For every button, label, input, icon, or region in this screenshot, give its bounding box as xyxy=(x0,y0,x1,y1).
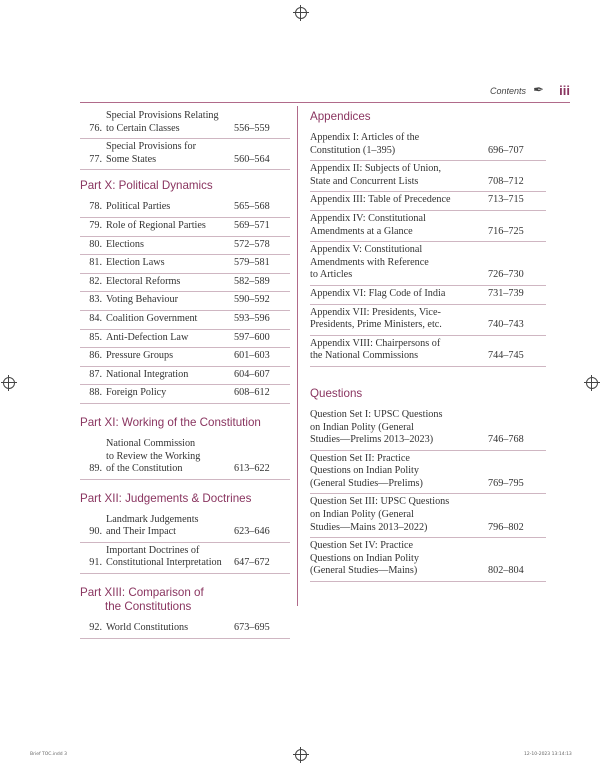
page-range: 579–581 xyxy=(234,257,270,269)
chapter-title-line: Landmark Judgements xyxy=(106,513,199,525)
page-range: 582–589 xyxy=(234,275,270,287)
chapter-title xyxy=(106,110,234,135)
entry-title-line: Questions on Indian Polity xyxy=(310,465,419,477)
chapter-title xyxy=(106,201,234,214)
chapter-title xyxy=(106,387,234,400)
column-divider xyxy=(297,106,298,606)
chapter-number: 86. xyxy=(89,350,102,362)
entry-title-line: Appendix I: Articles of the xyxy=(310,132,420,143)
appendices-list xyxy=(310,130,546,367)
chapter-title-line: Special Provisions Relating xyxy=(106,110,219,121)
part-heading-line: the Constitutions xyxy=(105,600,192,614)
toc-entry xyxy=(80,385,290,404)
chapter-title-line: National Integration xyxy=(106,368,189,380)
chapter-title-line: of the Constitution xyxy=(106,463,183,475)
chapter-title xyxy=(106,545,234,570)
chapter-title-line: National Commission xyxy=(106,437,196,449)
chapter-title-line: Constitutional Interpretation xyxy=(106,557,222,569)
entry-title xyxy=(310,163,488,188)
toc-entry xyxy=(80,512,290,543)
toc-entry xyxy=(80,218,290,237)
chapter-title-line: Anti-Defection Law xyxy=(106,331,189,343)
toc-entry xyxy=(80,620,290,639)
page-range: 696–707 xyxy=(488,144,524,156)
entry-title-line: Appendix VI: Flag Code of India xyxy=(310,287,446,299)
entry-title-line: Questions on Indian Polity xyxy=(310,552,419,564)
part-heading-line: Part XIII: Comparison of xyxy=(80,586,204,600)
entry-title xyxy=(310,540,488,578)
page-range: 744–745 xyxy=(488,350,524,362)
page-range: 713–715 xyxy=(488,194,524,206)
toc-entry xyxy=(80,292,290,311)
entry-title-line: Question Set III: UPSC Questions xyxy=(310,496,450,508)
chapter-number: 91. xyxy=(89,557,102,569)
entry-title-line: State and Concurrent Lists xyxy=(310,175,419,187)
chapter-title xyxy=(106,276,234,289)
page-range: 590–592 xyxy=(234,294,270,306)
chapter-title-line: Electoral Reforms xyxy=(106,275,181,287)
toc-entry xyxy=(80,274,290,293)
toc-entry xyxy=(80,543,290,574)
entry-title-line: Amendments at a Glance xyxy=(310,225,413,237)
entry-title-line: Appendix IV: Constitutional xyxy=(310,212,426,224)
quill-pen-icon: ✒ xyxy=(533,82,544,97)
page-range: 601–603 xyxy=(234,350,270,362)
entry-title-line: Question Set II: Practice xyxy=(310,452,410,464)
page-range: 604–607 xyxy=(234,368,270,380)
footer-timestamp: 12-10-2023 13:14:13 xyxy=(524,752,572,757)
entry-title xyxy=(310,213,488,238)
toc-entry xyxy=(80,330,290,349)
page-header xyxy=(0,82,600,102)
toc-entry xyxy=(310,192,546,211)
chapter-title-line: Coalition Government xyxy=(106,312,198,324)
page-range: 740–743 xyxy=(488,319,524,331)
chapter-title-line: Foreign Policy xyxy=(106,387,167,399)
chapter-title-line: Role of Regional Parties xyxy=(106,219,206,231)
entry-title xyxy=(310,194,488,207)
page-range: 565–568 xyxy=(234,201,270,213)
page-range: 623–646 xyxy=(234,526,270,538)
chapter-title-line: Election Laws xyxy=(106,257,165,269)
toc-entry xyxy=(310,161,546,192)
chapter-number: 82. xyxy=(89,275,102,287)
section-heading: Questions xyxy=(310,386,363,400)
part-xiii-list xyxy=(80,620,290,639)
toc-entry xyxy=(310,407,546,451)
chapter-number: 78. xyxy=(89,201,102,213)
chapter-number: 81. xyxy=(89,257,102,269)
chapter-title xyxy=(106,257,234,270)
chapter-title xyxy=(106,220,234,233)
chapter-title-line: to Review the Working xyxy=(106,450,201,462)
page-range: 673–695 xyxy=(234,622,270,634)
entry-title-line: Studies—Prelims 2013–2023) xyxy=(310,434,434,446)
entry-title-line: Appendix III: Table of Precedence xyxy=(310,194,451,206)
chapter-title xyxy=(106,350,234,363)
chapter-title-line: Important Doctrines of xyxy=(106,544,200,556)
page-range: 556–559 xyxy=(234,122,270,134)
page-range: 726–730 xyxy=(488,269,524,281)
page-range: 597–600 xyxy=(234,331,270,343)
entry-title-line: Constitution (1–395) xyxy=(310,144,396,156)
chapter-title-line: Some States xyxy=(106,153,157,165)
chapter-number: 76. xyxy=(89,122,102,134)
page-number: iii xyxy=(559,83,570,98)
toc-entry xyxy=(80,255,290,274)
page-range: 731–739 xyxy=(488,287,524,299)
entry-title-line: (General Studies—Prelims) xyxy=(310,477,423,489)
chapter-title xyxy=(106,369,234,382)
chapter-number: 90. xyxy=(89,526,102,538)
page-range: 802–804 xyxy=(488,565,524,577)
running-head: Contents xyxy=(489,86,526,96)
toc-entry xyxy=(310,336,546,367)
page-range: 569–571 xyxy=(234,219,270,231)
chapter-title xyxy=(106,514,234,539)
chapter-title-line: and Their Impact xyxy=(106,526,176,538)
entry-title xyxy=(310,338,488,363)
part-heading: Part XII: Judgements & Doctrines xyxy=(80,491,252,505)
chapter-number: 80. xyxy=(89,238,102,250)
questions-list xyxy=(310,407,546,582)
part-xii-list xyxy=(80,512,290,574)
entry-title-line: Question Set I: UPSC Questions xyxy=(310,408,443,420)
left-column xyxy=(80,108,290,639)
entry-title-line: Presidents, Prime Ministers, etc. xyxy=(310,319,442,331)
toc-entry xyxy=(80,311,290,330)
page-range: 708–712 xyxy=(488,175,524,187)
toc-entry xyxy=(310,538,546,582)
page-range: 572–578 xyxy=(234,238,270,250)
footer-file: Brief TOC.indd 3 xyxy=(30,752,67,757)
toc-entry xyxy=(310,130,546,161)
entry-title-line: Appendix VIII: Chairpersons of xyxy=(310,337,441,349)
chapter-title-line: Voting Behaviour xyxy=(106,294,178,306)
right-column xyxy=(310,108,546,582)
entry-title xyxy=(310,288,488,301)
entry-title xyxy=(310,307,488,332)
chapter-title xyxy=(106,313,234,326)
registration-mark-right xyxy=(586,377,598,389)
toc-entry xyxy=(80,108,290,139)
page-range: 769–795 xyxy=(488,477,524,489)
page-range: 560–564 xyxy=(234,153,270,165)
chapter-number: 87. xyxy=(89,368,102,380)
chapter-number: 83. xyxy=(89,294,102,306)
entry-title-line: Amendments with Reference xyxy=(310,256,429,268)
page-range: 613–622 xyxy=(234,463,270,475)
chapter-title-line: Political Parties xyxy=(106,201,171,213)
part-heading xyxy=(80,586,290,614)
page-range: 746–768 xyxy=(488,434,524,446)
entry-title-line: (General Studies—Mains) xyxy=(310,565,418,577)
entry-title-line: the National Commissions xyxy=(310,350,419,362)
part-heading: Part XI: Working of the Constitution xyxy=(80,415,261,429)
header-rule xyxy=(80,102,570,103)
chapter-title xyxy=(106,239,234,252)
toc-entry xyxy=(310,305,546,336)
part-xi-list xyxy=(80,436,290,480)
toc-entry xyxy=(310,242,546,286)
entry-title xyxy=(310,244,488,282)
chapter-title-line: Elections xyxy=(106,238,144,250)
part-heading: Part X: Political Dynamics xyxy=(80,179,213,193)
registration-mark-bottom xyxy=(295,749,307,761)
part-x-list xyxy=(80,199,290,404)
chapter-title-line: Special Provisions for xyxy=(106,141,196,153)
toc-entry xyxy=(310,211,546,242)
toc-entry xyxy=(310,286,546,305)
page-range: 796–802 xyxy=(488,521,524,533)
chapter-number: 85. xyxy=(89,331,102,343)
chapter-title xyxy=(106,332,234,345)
page-range: 716–725 xyxy=(488,225,524,237)
entry-title xyxy=(310,453,488,491)
entry-title xyxy=(310,132,488,157)
chapter-number: 77. xyxy=(89,153,102,165)
toc-entry xyxy=(80,436,290,480)
chapter-title xyxy=(106,294,234,307)
registration-mark-left xyxy=(3,377,15,389)
toc-entry xyxy=(80,139,290,170)
page-range: 608–612 xyxy=(234,387,270,399)
section-heading: Appendices xyxy=(310,110,371,123)
page-range: 593–596 xyxy=(234,312,270,324)
toc-entry xyxy=(80,367,290,386)
entry-title-line: on Indian Polity (General xyxy=(310,421,414,433)
entry-title-line: to Articles xyxy=(310,269,353,281)
entry-title xyxy=(310,496,488,534)
toc-entry xyxy=(310,451,546,495)
chapter-number: 79. xyxy=(89,219,102,231)
registration-mark-top xyxy=(295,7,307,19)
chapter-number: 92. xyxy=(89,622,102,634)
entry-title-line: Appendix II: Subjects of Union, xyxy=(310,163,442,175)
chapter-title xyxy=(106,622,234,635)
chapter-number: 88. xyxy=(89,387,102,399)
entry-title-line: Question Set IV: Practice xyxy=(310,540,414,552)
entry-title-line: Appendix VII: Presidents, Vice- xyxy=(310,306,441,318)
page-range: 647–672 xyxy=(234,557,270,569)
chapter-title xyxy=(106,438,234,476)
chapter-title-line: to Certain Classes xyxy=(106,122,180,134)
chapter-list-top xyxy=(80,108,290,170)
chapter-title-line: Pressure Groups xyxy=(106,350,174,362)
entry-title-line: on Indian Polity (General xyxy=(310,509,414,521)
toc-entry xyxy=(80,237,290,256)
chapter-number: 89. xyxy=(89,463,102,475)
toc-entry xyxy=(310,494,546,538)
entry-title-line: Appendix V: Constitutional xyxy=(310,244,423,256)
toc-entry xyxy=(80,348,290,367)
toc-entry xyxy=(80,199,290,218)
chapter-title-line: World Constitutions xyxy=(106,622,189,634)
entry-title xyxy=(310,409,488,447)
entry-title-line: Studies—Mains 2013–2022) xyxy=(310,521,428,533)
chapter-number: 84. xyxy=(89,312,102,324)
chapter-title xyxy=(106,141,234,166)
